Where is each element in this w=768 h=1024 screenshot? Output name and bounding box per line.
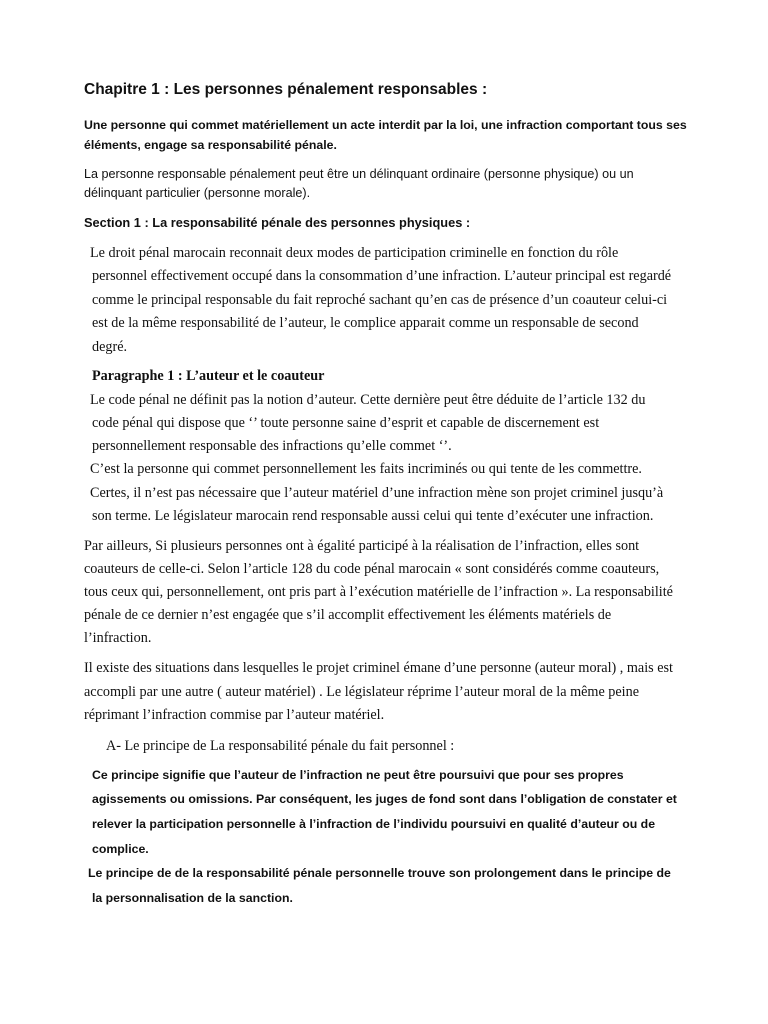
paragraphe-1-p1-line-6: son terme. Le législateur marocain rend responsable aussi celui qui tente d’exécuter une infraction. (92, 508, 654, 524)
subsection-a-line-5: Le principe de de la responsabilité pénale personnelle trouve son prolongement dans le principe de (88, 866, 671, 880)
subsection-a-line-3: relever la participation personnelle à l’infraction de l’individu poursuivi en qualité d’auteur ou de (92, 817, 656, 831)
paragraphe-1-p2-line-1: Par ailleurs, Si plusieurs personnes ont à égalité participé à la réalisation de l’infraction, elles sont (84, 538, 640, 554)
section-1-line-3: comme le principal responsable du fait reproché sachant qu’en cas de présence d’un coauteur celui-ci (92, 292, 668, 308)
section-1-line-1: Le droit pénal marocain reconnait deux modes de participation criminelle en fonction du rôle (90, 245, 619, 261)
paragraphe-1-p2-line-3: tous ceux qui, personnellement, ont pris part à l’exécution matérielle de l’infraction ». La responsabilité (84, 584, 673, 600)
paragraphe-1-p2-line-5: l’infraction. (84, 630, 152, 646)
paragraphe-1-p2-line-4: pénale de ce dernier n’est engagée que s’il accomplit effectivement les éléments matériels de (84, 607, 612, 623)
subsection-a-line-4: complice. (92, 842, 149, 856)
intro-paragraph-2-line-1: La personne responsable pénalement peut être un délinquant ordinaire (personne physique) ou un (84, 167, 634, 181)
intro-paragraph-2-line-2: délinquant particulier (personne morale). (84, 186, 311, 200)
paragraphe-1-p1-line-3: personnellement responsable des infractions qu’elle commet ‘’. (92, 438, 452, 454)
paragraphe-1-p1-line-5: Certes, il n’est pas nécessaire que l’auteur matériel d’une infraction mène son projet criminel jusqu’à (90, 485, 664, 501)
paragraphe-1-p2-line-2: coauteurs de celle-ci. Selon l’article 128 du code pénal marocain « sont considérés comme coauteurs, (84, 561, 660, 577)
paragraphe-1-p3-line-1: Il existe des situations dans lesquelles le projet criminel émane d’une personne (auteur moral) , mais est (84, 660, 673, 676)
paragraphe-1-p1-line-4: C’est la personne qui commet personnellement les faits incriminés ou qui tente de les commettre. (90, 461, 642, 477)
section-1-line-2: personnel effectivement occupé dans la consommation d’une infraction. L’auteur principal est regardé (92, 268, 672, 284)
section-1-heading: Section 1 : La responsabilité pénale des personnes physiques : (84, 215, 471, 230)
section-1-line-5: degré. (92, 339, 128, 355)
paragraphe-1-p3-line-3: réprimant l’infraction commise par l’auteur matériel. (84, 707, 385, 723)
subsection-a-line-1: Ce principe signifie que l’auteur de l’infraction ne peut être poursuivi que pour ses propres (92, 768, 624, 782)
subsection-a-line-6: la personnalisation de la sanction. (92, 891, 293, 905)
intro-paragraph-1-line-1: Une personne qui commet matériellement un acte interdit par la loi, une infraction comportant tous ses (84, 118, 687, 132)
page-title: Chapitre 1 : Les personnes pénalement responsables : (84, 81, 488, 98)
subsection-a-heading: A- Le principe de La responsabilité pénale du fait personnel : (106, 738, 455, 754)
paragraphe-1-p1-line-1: Le code pénal ne définit pas la notion d’auteur. Cette dernière peut être déduite de l’article 132 du (90, 392, 646, 408)
paragraphe-1-p1-line-2: code pénal qui dispose que ‘’ toute personne saine d’esprit et capable de discernement est (92, 415, 600, 431)
subsection-a-line-2: agissements ou omissions. Par conséquent, les juges de fond sont dans l’obligation de constater et (92, 792, 677, 806)
intro-paragraph-1-line-2: éléments, engage sa responsabilité pénale. (84, 138, 337, 152)
section-1-line-4: est de la même responsabilité de l’auteur, le complice apparait comme un responsable de second (92, 315, 639, 331)
paragraphe-1-heading: Paragraphe 1 : L’auteur et le coauteur (92, 368, 325, 384)
paragraphe-1-p3-line-2: accompli par une autre ( auteur matériel) . Le législateur réprime l’auteur moral de la même peine (84, 684, 640, 700)
